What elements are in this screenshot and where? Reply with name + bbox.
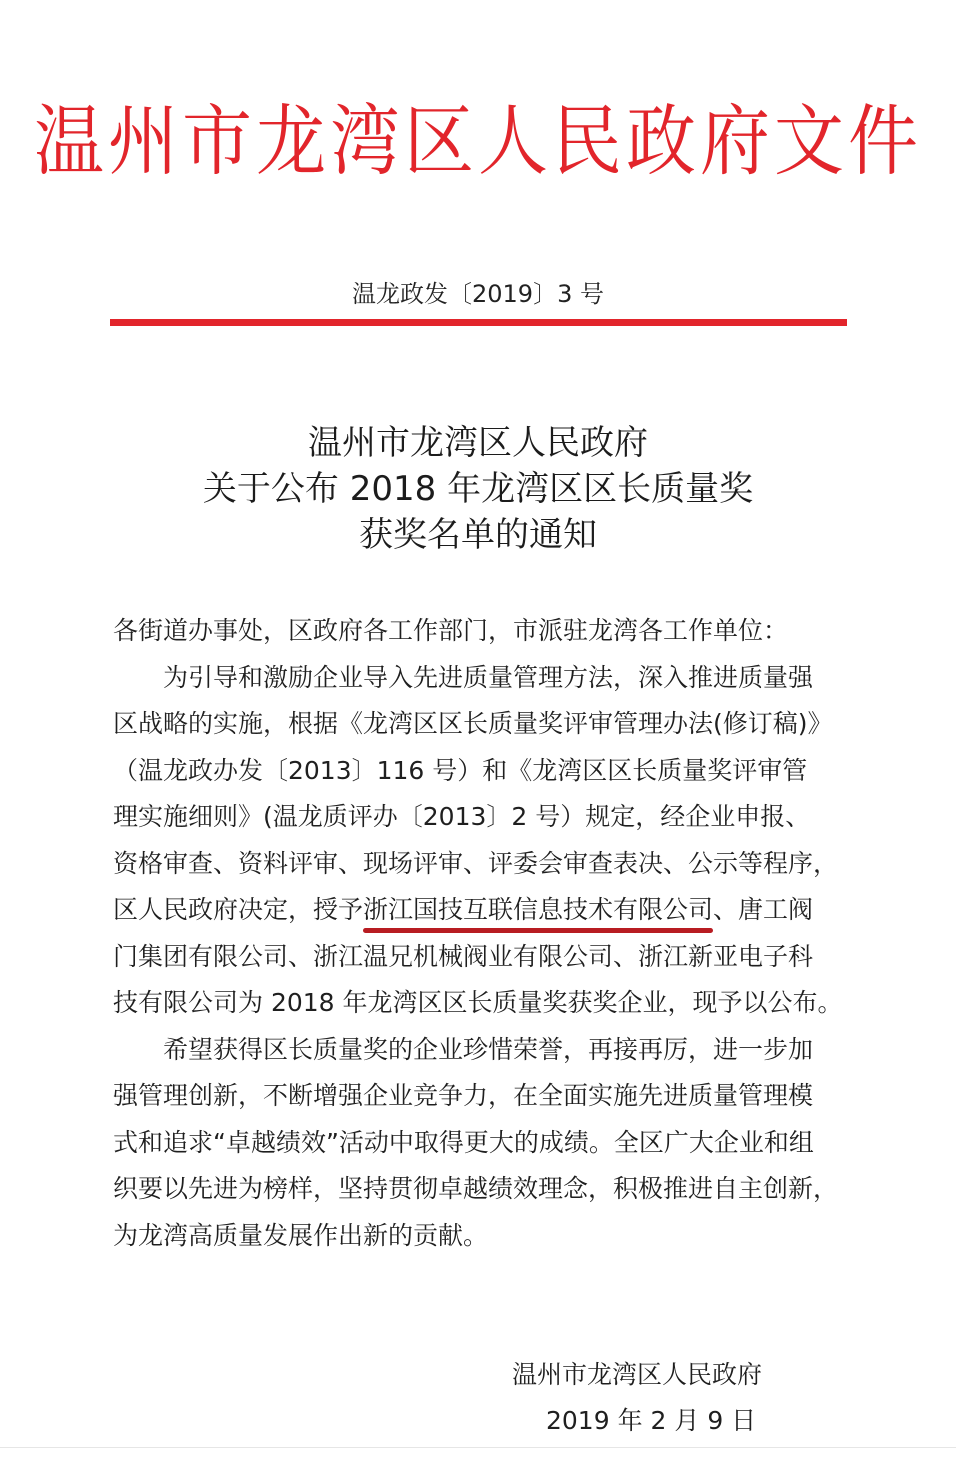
signature-block [512, 1352, 812, 1444]
paragraph-2-line-4: 织要以先进为榜样，坚持贯彻卓越绩效理念，积极推进自主创新， [113, 1174, 839, 1203]
notice-body [113, 608, 848, 1259]
paragraph-1-line-6-start: 区人民政府决定，授予 [113, 895, 364, 924]
paragraph-1-line-8: 技有限公司为 2018 年龙湾区区长质量奖获奖企业，现予以公布。 [113, 988, 843, 1017]
notice-title-line-1: 温州市龙湾区人民政府 [308, 423, 648, 463]
notice-title-line-3: 获奖名单的通知 [359, 515, 597, 555]
paragraph-2-line-5: 为龙湾高质量发展作出新的贡献。 [113, 1220, 489, 1250]
header-red-divider [110, 319, 847, 326]
paragraph-1-line-1: 为引导和激励企业导入先进质量管理方法，深入推进质量强 [163, 662, 814, 692]
paragraph-1-line-5: 资格审查、资料评审、现场评审、评委会审查表决、公示等程序， [113, 848, 839, 878]
signature-date: 2019 年 2 月 9 日 [546, 1406, 757, 1435]
document-header-title: 温州市龙湾区人民政府文件 [34, 96, 922, 187]
document-number: 温龙政发〔2019〕3 号 [352, 280, 604, 308]
signature-organization: 温州市龙湾区人民政府 [512, 1360, 763, 1389]
notice-title-line-2: 关于公布 2018 年龙湾区区长质量奖 [202, 469, 754, 509]
paragraph-2-line-2: 强管理创新，不断增强企业竞争力，在全面实施先进质量管理模 [113, 1081, 814, 1110]
paragraph-2-line-3: 式和追求“卓越绩效”活动中取得更大的成绩。全区广大企业和组 [113, 1127, 814, 1157]
paragraph-1-line-7: 门集团有限公司、浙江温兄机械阀业有限公司、浙江新亚电子科 [113, 941, 814, 971]
paragraph-1-line-6 [113, 887, 848, 934]
paragraph-2-line-1: 希望获得区长质量奖的企业珍惜荣誉，再接再厉，进一步加 [163, 1034, 814, 1064]
paragraph-1-line-6-end: 、唐工阀 [713, 895, 814, 924]
salutation: 各街道办事处，区政府各工作部门，市派驻龙湾各工作单位： [113, 616, 789, 645]
paragraph-1-line-2: 区战略的实施，根据《龙湾区区长质量奖评审管理办法(修订稿)》 [113, 709, 833, 738]
highlighted-company-name: 浙江国技互联信息技术有限公司 [363, 895, 714, 924]
paragraph-1-line-3: （温龙政办发〔2013〕116 号）和《龙湾区区长质量奖评审管 [113, 755, 808, 785]
paragraph-1-line-4: 理实施细则》(温龙质评办〔2013〕2 号）规定，经企业申报、 [113, 802, 811, 831]
notice-title [0, 420, 956, 558]
page-bottom-divider [0, 1447, 956, 1448]
